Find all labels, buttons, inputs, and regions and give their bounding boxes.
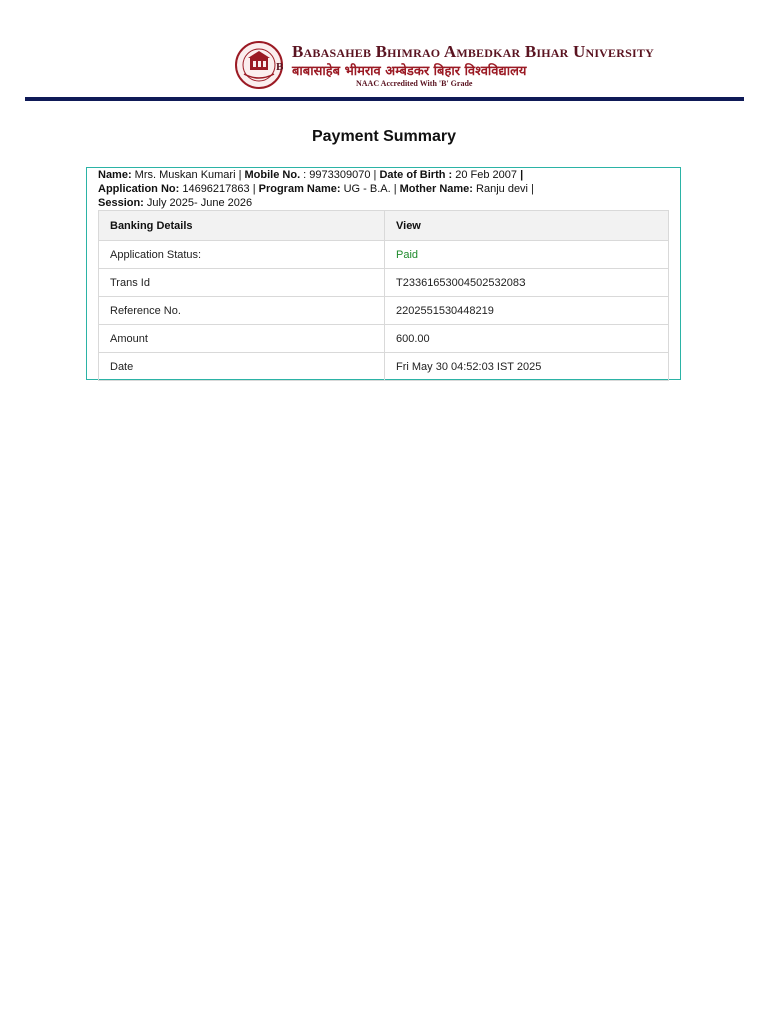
accreditation-text: NAAC Accredited With 'B' Grade (356, 79, 473, 88)
table-row (99, 297, 669, 325)
row-label-trans-id: Trans Id (99, 269, 385, 297)
amount-value: 600.00 (385, 325, 669, 353)
separator: | (520, 169, 524, 181)
application-value: 14696217863 | (179, 183, 259, 195)
row-label-amount: Amount (99, 325, 385, 353)
payment-summary-panel (86, 167, 681, 380)
program-label: Program Name: (258, 183, 341, 195)
session-label: Session: (98, 197, 144, 209)
page-title: Payment Summary (311, 128, 457, 145)
page-header (0, 0, 768, 102)
status-value-paid: Paid (385, 241, 669, 269)
dob-label: Date of Birth : (379, 169, 453, 181)
application-label: Application No: (98, 183, 180, 195)
name-value: Mrs. Muskan Kumari | (131, 169, 245, 181)
mobile-value: : 9973309070 | (300, 169, 380, 181)
table-row (99, 353, 669, 381)
university-name-hindi: बाबासाहेब भीमराव अम्बेडकर बिहार विश्वविद्यालय (292, 64, 527, 79)
table-header-row (99, 211, 669, 241)
row-label-date: Date (99, 353, 385, 381)
university-logo (234, 40, 654, 90)
reference-no-value: 2202551530448219 (385, 297, 669, 325)
row-label-reference-no: Reference No. (99, 297, 385, 325)
table-row (99, 325, 669, 353)
name-label: Name: (98, 169, 132, 181)
program-value: UG - B.A. | (340, 183, 400, 195)
applicant-info (98, 168, 673, 210)
session-value: July 2025- June 2026 (143, 197, 253, 209)
dob-value: 20 Feb 2007 (452, 169, 521, 181)
date-value: Fri May 30 04:52:03 IST 2025 (385, 353, 669, 381)
university-name-english: Babasaheb Bhimrao Ambedkar Bihar University (292, 42, 654, 61)
university-seal-icon (234, 40, 288, 90)
mother-value: Ranju devi | (472, 183, 534, 195)
table-row (99, 269, 669, 297)
trans-id-value: T2336165300450253208З (385, 269, 669, 297)
header-view: View (385, 211, 669, 241)
mother-label: Mother Name: (399, 183, 473, 195)
row-label-application-status: Application Status: (99, 241, 385, 269)
mobile-label: Mobile No. (244, 169, 301, 181)
svg-text:B: B (276, 61, 284, 73)
banking-details-table (98, 210, 669, 381)
header-banking-details: Banking Details (99, 211, 385, 241)
table-row (99, 241, 669, 269)
header-divider (25, 97, 744, 101)
